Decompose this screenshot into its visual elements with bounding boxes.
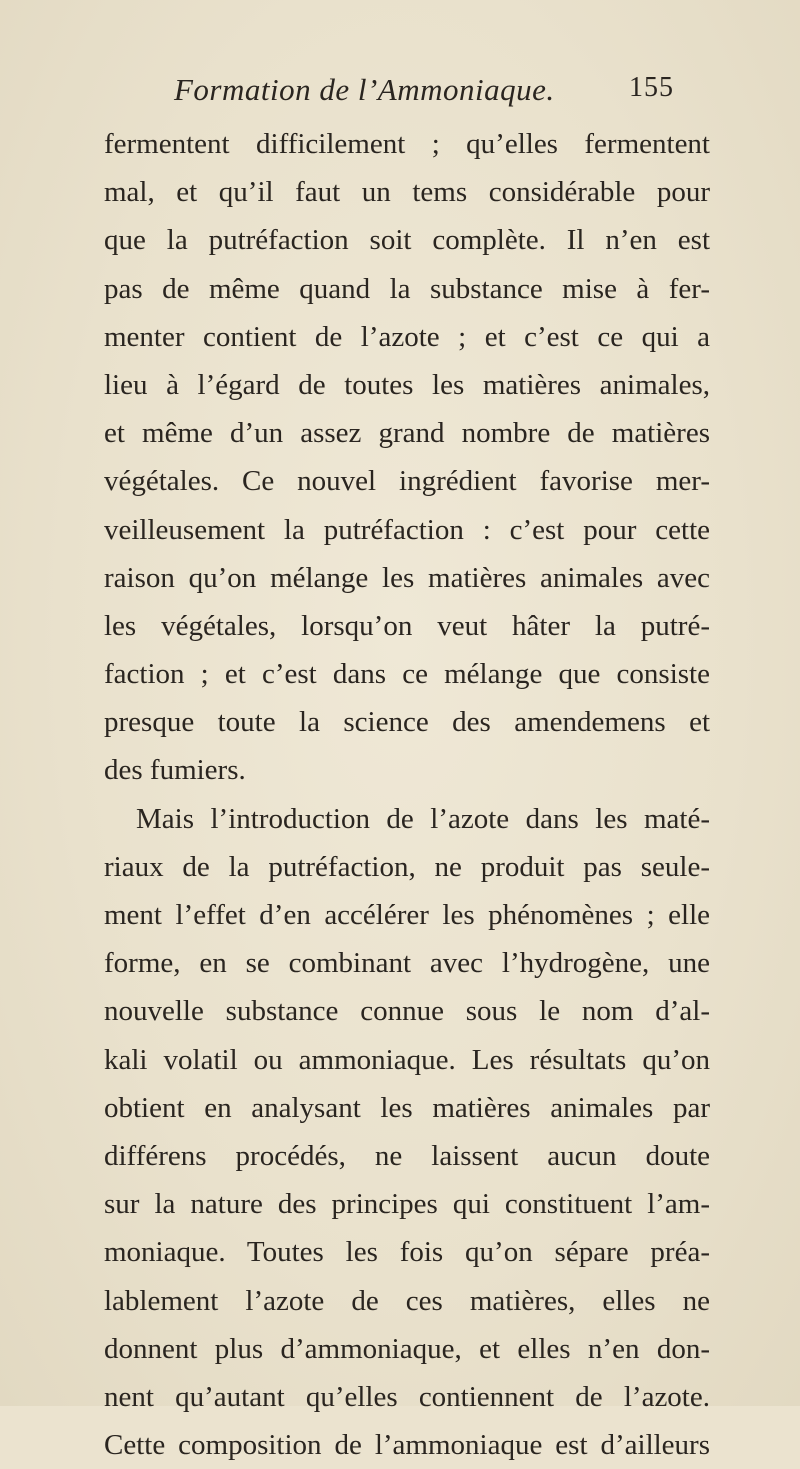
text-line: des fumiers.: [104, 754, 246, 787]
text-line: raison qu’on mélange les matières animales avec: [104, 561, 710, 594]
running-head: [174, 72, 674, 112]
text-line: donnent plus d’ammoniaque, et elles n’en don-: [104, 1332, 710, 1365]
text-line: obtient en analysant les matières animales par: [104, 1091, 710, 1124]
text-line: veilleusement la putréfaction : c’est pour cette: [104, 513, 710, 546]
text-line: nent qu’autant qu’elles contiennent de l’azote.: [104, 1380, 710, 1413]
text-line: que la putréfaction soit complète. Il n’en est: [104, 224, 710, 257]
text-line: Mais l’introduction de l’azote dans les maté-: [136, 802, 710, 835]
text-line: végétales. Ce nouvel ingrédient favorise mer-: [104, 465, 710, 498]
text-line: différens procédés, ne laissent aucun doute: [104, 1139, 710, 1172]
running-title: Formation de l’Ammoniaque.: [174, 72, 555, 107]
page-number: 155: [629, 72, 674, 103]
text-line: nouvelle substance connue sous le nom d’al-: [104, 995, 710, 1028]
text-line: les végétales, lorsqu’on veut hâter la putré-: [104, 609, 710, 642]
text-line: Cette composition de l’ammoniaque est d’ailleurs: [104, 1429, 710, 1462]
text-line: lieu à l’égard de toutes les matières animales,: [104, 368, 710, 401]
text-line: mal, et qu’il faut un tems considérable pour: [104, 176, 710, 209]
text-line: pas de même quand la substance mise à fer-: [104, 272, 710, 305]
text-line: presque toute la science des amendemens et: [104, 706, 710, 739]
text-line: sur la nature des principes qui constituent l’am-: [104, 1188, 710, 1221]
text-line: kali volatil ou ammoniaque. Les résultats qu’on: [104, 1043, 710, 1076]
text-line: fermentent difficilement ; qu’elles fermentent: [104, 128, 710, 160]
body-text: [104, 120, 710, 1469]
text-line: ment l’effet d’en accélérer les phénomènes ; elle: [104, 899, 710, 931]
text-line: moniaque. Toutes les fois qu’on sépare préa-: [104, 1236, 710, 1269]
text-line: faction ; et c’est dans ce mélange que consiste: [104, 658, 710, 691]
text-line: riaux de la putréfaction, ne produit pas seule-: [104, 850, 710, 883]
text-line: forme, en se combinant avec l’hydrogène, une: [104, 947, 710, 980]
text-line: menter contient de l’azote ; et c’est ce qui a: [104, 320, 710, 353]
text-line: lablement l’azote de ces matières, elles ne: [104, 1284, 710, 1317]
text-line: et même d’un assez grand nombre de matières: [104, 417, 710, 450]
